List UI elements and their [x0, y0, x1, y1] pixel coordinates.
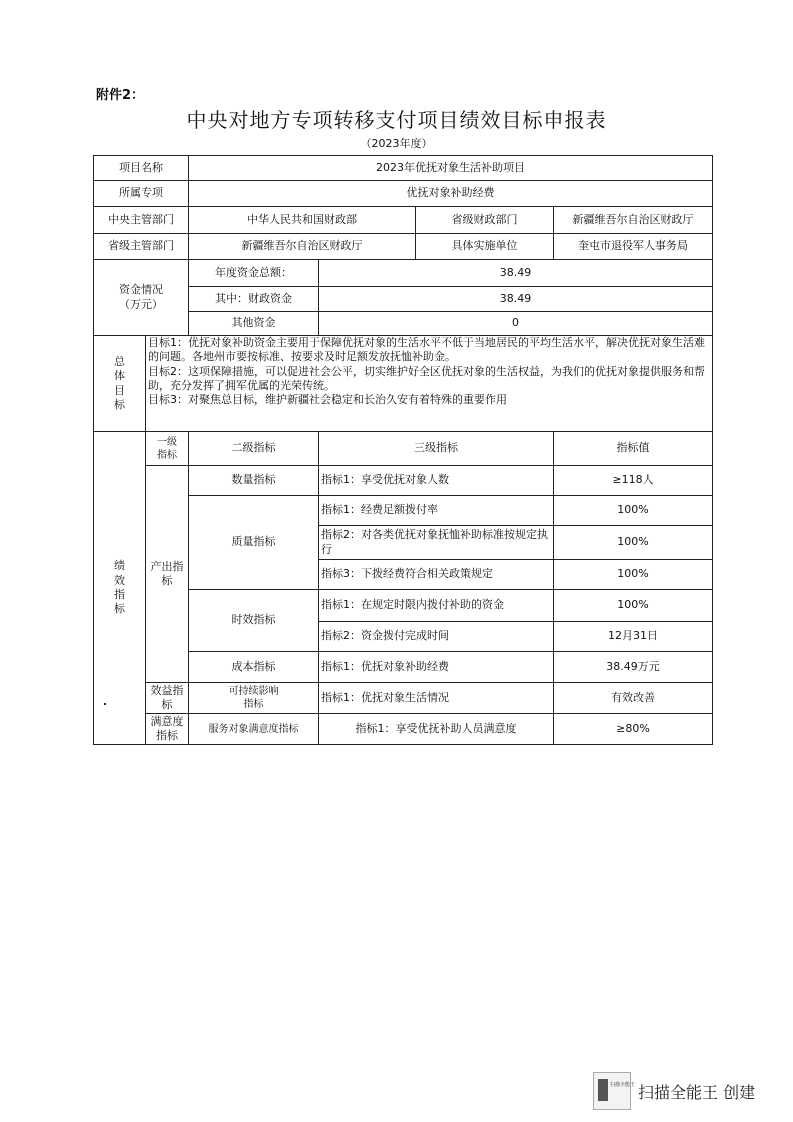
- prov-finance-value: 新疆维吾尔自治区财政厅: [554, 207, 713, 234]
- scanner-logo-label: 扫描全能王: [610, 1082, 636, 1088]
- attachment-label: 附件2：: [96, 88, 145, 103]
- output-indicator-label: [146, 466, 189, 683]
- indicator-value: 100%: [554, 496, 713, 526]
- project-name-value: 2023年优抚对象生活补助项目: [189, 156, 713, 181]
- indicator-text: 指标3：下拨经费符合相关政策规定: [319, 560, 554, 590]
- scan-speck: [104, 703, 106, 705]
- indicator-text: 指标1：优抚对象补助经费: [319, 652, 554, 683]
- impl-unit-value: 奎屯市退役军人事务局: [554, 234, 713, 260]
- timeliness-indicator: 时效指标: [189, 590, 319, 652]
- table-row: [94, 260, 713, 287]
- indicators-label-char: 指: [114, 588, 125, 601]
- overall-goals-label: [94, 336, 146, 432]
- funds-total-label: 年度资金总额：: [189, 260, 319, 287]
- indicator-value: 有效改善: [554, 683, 713, 714]
- scanner-watermark: 扫描全能王 创建: [638, 1083, 756, 1102]
- funds-label: [94, 260, 189, 336]
- quantity-indicator: 数量指标: [189, 466, 319, 496]
- indicator-value: ≥118人: [554, 466, 713, 496]
- form-year: （2023年度）: [360, 137, 433, 150]
- funds-finance-value: 38.49: [319, 287, 713, 312]
- performance-form-table: [93, 155, 713, 745]
- funds-label-line1: 资金情况: [119, 283, 163, 297]
- central-dept-value: 中华人民共和国财政部: [189, 207, 416, 234]
- goal-1: 目标1：优抚对象补助资金主要用于保障优抚对象的生活水平不低于当地居民的平均生活水平，解决优抚对象生活难的问题。各地州市要按标准、按要求及时足额发放抚恤补助金。: [148, 336, 705, 364]
- indicators-label-char: 标: [114, 602, 125, 616]
- indicator-text: 指标1：享受优抚补助人员满意度: [319, 714, 554, 745]
- sustainability-indicator: [189, 683, 319, 714]
- indicator-text: 指标1：享受优抚对象人数: [319, 466, 554, 496]
- indicator-text: 指标2：对各类优抚对象抚恤补助标准按规定执行: [319, 526, 554, 560]
- output-label-line: 标: [161, 574, 173, 587]
- indicator-value: 100%: [554, 590, 713, 622]
- funds-label-line2: （万元）: [119, 297, 163, 311]
- table-row: [94, 466, 713, 496]
- table-row: [94, 432, 713, 466]
- table-row: [94, 181, 713, 207]
- goal-3: 目标3：对聚焦总目标，维护新疆社会稳定和长治久安有着特殊的重要作用: [148, 393, 507, 407]
- goals-label-char: 标: [114, 397, 125, 411]
- satisfaction-indicator-label: [146, 714, 189, 745]
- level1-header: [146, 432, 189, 466]
- quality-indicator: 质量指标: [189, 496, 319, 590]
- level2-header: 二级指标: [189, 432, 319, 466]
- scanner-logo: [593, 1072, 636, 1110]
- value-header: 指标值: [554, 432, 713, 466]
- table-row: [94, 156, 713, 181]
- table-row: [94, 207, 713, 234]
- indicator-text: 指标1：经费足额拨付率: [319, 496, 554, 526]
- indicator-text: 指标2：资金拨付完成时间: [319, 622, 554, 652]
- indicator-value: 100%: [554, 526, 713, 560]
- indicator-value: 12月31日: [554, 622, 713, 652]
- table-row: [94, 714, 713, 745]
- indicator-text: 指标1：在规定时限内拨付补助的资金: [319, 590, 554, 622]
- prov-dept-label: 省级主管部门: [94, 234, 189, 260]
- indicator-value: 38.49万元: [554, 652, 713, 683]
- service-satisfaction-indicator: 服务对象满意度指标: [189, 714, 319, 745]
- output-label-line: 产出指: [150, 559, 184, 573]
- indicators-label-char: 效: [114, 573, 125, 587]
- goals-label-char: 体: [114, 369, 125, 383]
- funds-other-value: 0: [319, 312, 713, 336]
- form-title: 中央对地方专项转移支付项目绩效目标申报表: [186, 108, 607, 132]
- sustain-label-line: 可持续影响: [228, 686, 279, 697]
- central-dept-label: 中央主管部门: [94, 207, 189, 234]
- satisfaction-label-line: 指标: [156, 729, 178, 742]
- overall-goals-text: [146, 336, 713, 432]
- funds-other-label: 其他资金: [189, 312, 319, 336]
- indicators-label: [94, 432, 146, 745]
- goal-2: 目标2：这项保障措施，可以促进社会公平，切实维护好全区优抚对象的生活权益，为我们的优抚对象提供服务和帮助，充分发挥了拥军优属的光荣传统。: [148, 364, 705, 392]
- table-row: [94, 683, 713, 714]
- goals-label-char: 总: [114, 354, 125, 368]
- table-row: [94, 336, 713, 432]
- special-value: 优抚对象补助经费: [189, 181, 713, 207]
- prov-finance-label: 省级财政部门: [416, 207, 554, 234]
- indicator-text: 指标1：优抚对象生活情况: [319, 683, 554, 714]
- level1-header-line: 一级: [157, 436, 177, 448]
- benefit-indicator-label: [146, 683, 189, 714]
- cost-indicator: 成本指标: [189, 652, 319, 683]
- table-row: [94, 234, 713, 260]
- indicator-value: ≥80%: [554, 714, 713, 745]
- level3-header: 三级指标: [319, 432, 554, 466]
- funds-finance-label: 其中：财政资金: [189, 287, 319, 312]
- benefit-label-line: 标: [161, 698, 173, 711]
- goals-label-char: 目: [114, 383, 125, 397]
- level1-header-line: 指标: [157, 449, 177, 461]
- qr-code-icon: [598, 1079, 608, 1101]
- funds-total-value: 38.49: [319, 260, 713, 287]
- satisfaction-label-line: 满意度: [150, 714, 184, 728]
- special-label: 所属专项: [94, 181, 189, 207]
- sustain-label-line: 指标: [243, 699, 264, 710]
- indicator-value: 100%: [554, 560, 713, 590]
- prov-dept-value: 新疆维吾尔自治区财政厅: [189, 234, 416, 260]
- benefit-label-line: 效益指: [150, 683, 184, 697]
- indicators-label-char: 绩: [114, 559, 125, 573]
- impl-unit-label: 具体实施单位: [416, 234, 554, 260]
- project-name-label: 项目名称: [94, 156, 189, 181]
